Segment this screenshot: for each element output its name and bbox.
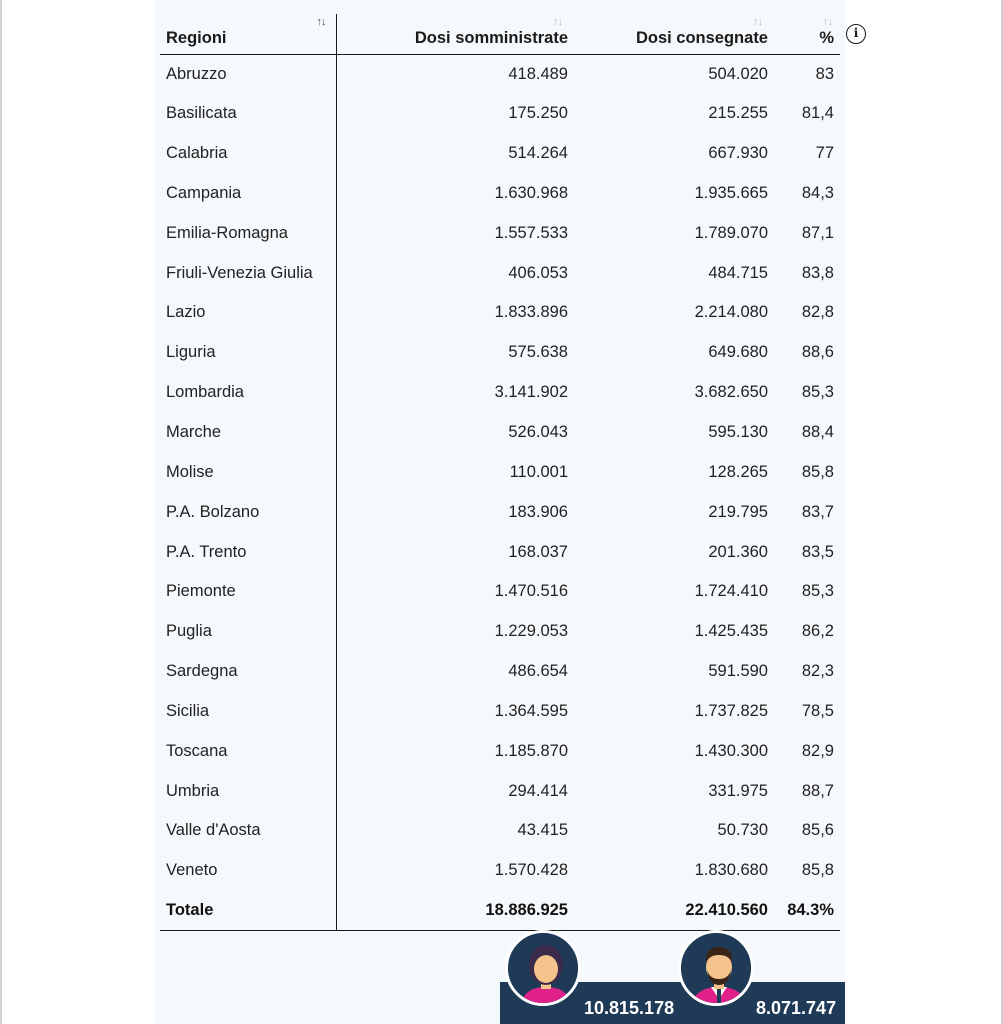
row-region-cell: Sicilia [160, 692, 336, 732]
row-delivered-cell: 1.724.410 [694, 582, 768, 601]
row-delivered-cell: 201.360 [708, 542, 768, 561]
column-header-administered-label: Dosi somministrate [414, 28, 568, 47]
women-doses-value: 10.815.178 [584, 998, 675, 1018]
row-percent-cell: 78,5 [801, 701, 834, 720]
row-administered-cell: 1.364.595 [494, 701, 568, 720]
sort-icon[interactable]: ↑↓ [753, 16, 762, 28]
table-row [160, 692, 840, 732]
row-delivered-cell: 649.680 [708, 343, 768, 362]
total-delivered: 22.410.560 [574, 891, 774, 931]
row-region-cell: Umbria [160, 771, 336, 811]
row-region-cell: Marche [160, 413, 336, 453]
sort-icon[interactable]: ↑↓ [823, 16, 832, 28]
row-region-cell: Toscana [160, 731, 336, 771]
row-delivered-cell: 484.715 [708, 263, 768, 282]
row-administered-cell: 406.053 [508, 263, 568, 282]
column-header-region[interactable] [160, 14, 336, 54]
row-administered-cell: 175.250 [508, 104, 568, 123]
total-label: Totale [160, 891, 336, 931]
row-percent-cell: 85,6 [801, 821, 834, 840]
row-region-cell: Friuli-Venezia Giulia [160, 253, 336, 293]
row-percent-cell: 81,4 [801, 104, 834, 123]
row-region-cell: P.A. Trento [160, 532, 336, 572]
column-header-percent-label: % [819, 28, 834, 47]
row-percent-cell: 84,3 [801, 183, 834, 202]
row-region-cell: Liguria [160, 333, 336, 373]
row-delivered-cell: 1.425.435 [694, 622, 768, 641]
row-administered-cell: 1.229.053 [494, 622, 568, 641]
row-region-cell: Sardegna [160, 652, 336, 692]
regions-table [160, 14, 840, 931]
total-administered: 18.886.925 [336, 891, 574, 931]
row-administered-cell: 1.570.428 [494, 861, 568, 880]
row-region-cell: Emilia-Romagna [160, 213, 336, 253]
table-row [160, 213, 840, 253]
table-row [160, 174, 840, 214]
row-region-cell: Valle d'Aosta [160, 811, 336, 851]
row-delivered-cell: 1.935.665 [694, 183, 768, 202]
row-delivered-cell: 215.255 [708, 104, 768, 123]
table-row [160, 771, 840, 811]
man-avatar-icon [678, 930, 754, 1006]
table-row [160, 54, 840, 94]
row-delivered-cell: 1.789.070 [694, 223, 768, 242]
row-administered-cell: 294.414 [508, 781, 568, 800]
row-delivered-cell: 50.730 [717, 821, 768, 840]
sort-icon[interactable]: ↑↓ [553, 16, 562, 28]
row-percent-cell: 83,8 [801, 263, 834, 282]
row-percent-cell: 88,7 [801, 781, 834, 800]
row-region-cell: Veneto [160, 851, 336, 891]
row-delivered-cell: 128.265 [708, 462, 768, 481]
row-percent-cell: 86,2 [801, 622, 834, 641]
row-administered-cell: 1.185.870 [494, 741, 568, 760]
column-header-delivered[interactable] [574, 14, 774, 54]
row-region-cell: Calabria [160, 134, 336, 174]
row-region-cell: Puglia [160, 612, 336, 652]
row-delivered-cell: 667.930 [708, 144, 768, 163]
row-delivered-cell: 504.020 [708, 64, 768, 83]
table-row [160, 293, 840, 333]
table-row [160, 94, 840, 134]
row-delivered-cell: 1.737.825 [694, 701, 768, 720]
row-percent-cell: 83 [815, 64, 834, 83]
table-total-row [160, 891, 840, 931]
sort-icon[interactable]: ↑↓ [316, 16, 326, 28]
column-header-region-label: Regioni [166, 28, 227, 47]
table-row [160, 532, 840, 572]
row-delivered-cell: 591.590 [708, 662, 768, 681]
table-row [160, 492, 840, 532]
row-percent-cell: 85,3 [801, 383, 834, 402]
table-row [160, 731, 840, 771]
row-administered-cell: 418.489 [508, 64, 568, 83]
table-row [160, 652, 840, 692]
row-region-cell: Basilicata [160, 94, 336, 134]
row-region-cell: Molise [160, 452, 336, 492]
row-region-cell: P.A. Bolzano [160, 492, 336, 532]
table-row [160, 811, 840, 851]
row-region-cell: Abruzzo [160, 54, 336, 94]
row-delivered-cell: 219.795 [708, 502, 768, 521]
table-row [160, 851, 840, 891]
row-percent-cell: 88,6 [801, 343, 834, 362]
row-region-cell: Lombardia [160, 373, 336, 413]
column-header-percent[interactable] [774, 14, 840, 54]
table-row [160, 452, 840, 492]
row-administered-cell: 3.141.902 [494, 383, 568, 402]
table-row [160, 253, 840, 293]
row-administered-cell: 110.001 [509, 462, 568, 481]
row-administered-cell: 486.654 [508, 662, 568, 681]
row-administered-cell: 168.037 [508, 542, 568, 561]
column-header-administered[interactable] [336, 14, 574, 54]
row-percent-cell: 83,7 [801, 502, 834, 521]
row-percent-cell: 85,3 [801, 582, 834, 601]
row-administered-cell: 514.264 [508, 144, 568, 163]
row-percent-cell: 82,8 [801, 303, 834, 322]
row-percent-cell: 82,9 [801, 741, 834, 760]
row-percent-cell: 85,8 [801, 861, 834, 880]
table-row [160, 134, 840, 174]
row-delivered-cell: 1.830.680 [694, 861, 768, 880]
row-region-cell: Piemonte [160, 572, 336, 612]
row-delivered-cell: 2.214.080 [694, 303, 768, 322]
table-row [160, 333, 840, 373]
table-row [160, 413, 840, 453]
row-administered-cell: 1.630.968 [494, 183, 568, 202]
row-administered-cell: 43.415 [517, 821, 568, 840]
row-administered-cell: 1.557.533 [494, 223, 568, 242]
total-percent: 84.3% [774, 891, 840, 931]
row-percent-cell: 82,3 [801, 662, 834, 681]
table-header-row [160, 14, 840, 54]
table-row [160, 612, 840, 652]
row-delivered-cell: 1.430.300 [694, 741, 768, 760]
row-administered-cell: 1.470.516 [494, 582, 568, 601]
column-header-delivered-label: Dosi consegnate [635, 28, 768, 47]
row-administered-cell: 526.043 [508, 423, 568, 442]
row-delivered-cell: 331.975 [708, 781, 768, 800]
row-percent-cell: 87,1 [801, 223, 834, 242]
table-row [160, 373, 840, 413]
row-administered-cell: 575.638 [508, 343, 568, 362]
woman-avatar-icon [505, 930, 581, 1006]
row-delivered-cell: 595.130 [708, 423, 768, 442]
men-doses-value: 8.071.747 [756, 998, 837, 1018]
row-delivered-cell: 3.682.650 [694, 383, 768, 402]
info-icon[interactable]: i [846, 24, 866, 44]
row-region-cell: Lazio [160, 293, 336, 333]
row-percent-cell: 85,8 [801, 462, 834, 481]
row-region-cell: Campania [160, 174, 336, 214]
row-administered-cell: 183.906 [508, 502, 568, 521]
row-percent-cell: 83,5 [801, 542, 834, 561]
table-body [160, 54, 840, 891]
row-percent-cell: 88,4 [801, 423, 834, 442]
row-administered-cell: 1.833.896 [494, 303, 568, 322]
row-percent-cell: 77 [815, 144, 834, 163]
table-row [160, 572, 840, 612]
